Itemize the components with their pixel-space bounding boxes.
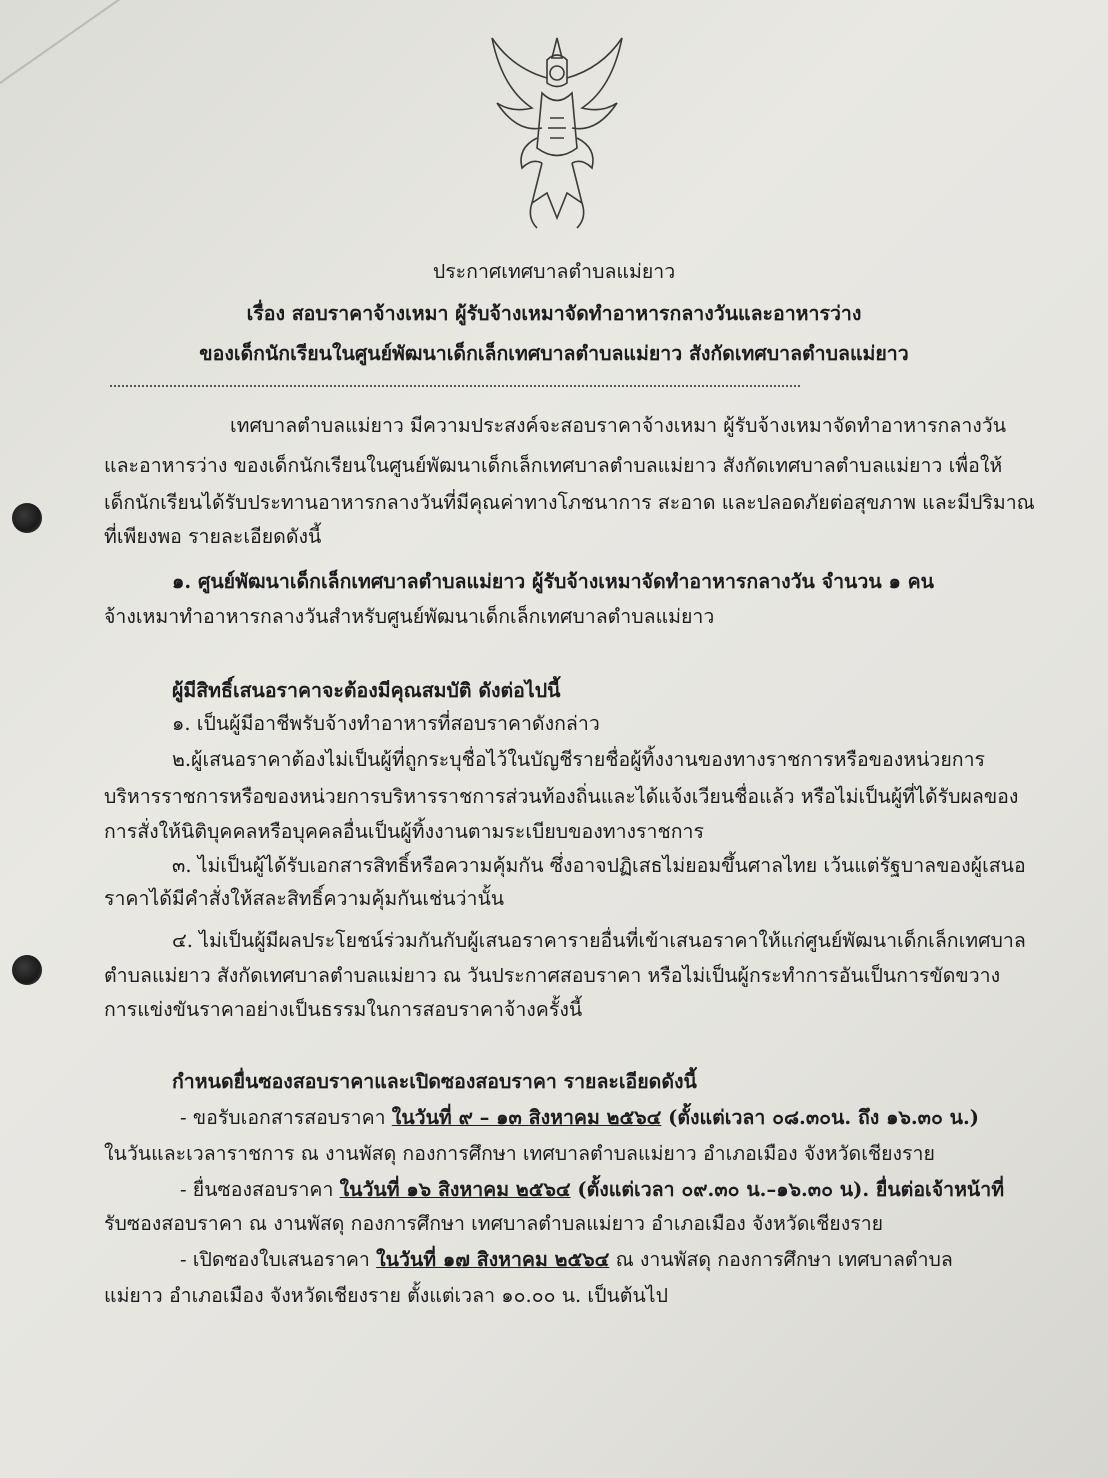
intro-line-1: เทศบาลตำบลแม่ยาว มีความประสงค์จะสอบราคาจ้างเหมา ผู้รับจ้างเหมาจัดทำอาหารกลางวัน <box>230 414 1007 437</box>
schedule-heading: กำหนดยื่นซองสอบราคาและเปิดซองสอบราคา รายละเอียดดังนี้ <box>172 1070 697 1093</box>
schedule-item-3-line-2: แม่ยาว อำเภอเมือง จังหวัดเชียงราย ตั้งแต่เวลา ๑๐.๐๐ น. เป็นต้นไป <box>104 1284 668 1307</box>
intro-line-2: และอาหารว่าง ของเด็กนักเรียนในศูนย์พัฒนาเด็กเล็กเทศบาลตำบลแม่ยาว สังกัดเทศบาลตำบลแม่ยาว เพื่อให้ <box>104 454 1003 477</box>
schedule-item-2-date: ในวันที่ ๑๖ สิงหาคม ๒๕๖๔ <box>339 1178 571 1201</box>
qualification-4-line-3: การแข่งขันราคาอย่างเป็นธรรมในการสอบราคาจ้างครั้งนี้ <box>104 998 583 1021</box>
qualification-2-line-1: ๒.ผู้เสนอราคาต้องไม่เป็นผู้ที่ถูกระบุชื่อไว้ในบัญชีรายชื่อผู้ทิ้งงานของทางราชการหรือของหน่วยการ <box>172 748 986 771</box>
punch-hole-bottom <box>12 955 42 985</box>
schedule-item-3-line-1 <box>180 1246 953 1274</box>
schedule-item-2-line-1 <box>180 1176 1004 1204</box>
schedule-item-1-line-1 <box>180 1104 979 1132</box>
schedule-item-2-line-2: รับซองสอบราคา ณ งานพัสดุ กองการศึกษา เทศบาลตำบลแม่ยาว อำเภอเมือง จังหวัดเชียงราย <box>104 1212 884 1235</box>
intro-line-4: ที่เพียงพอ รายละเอียดดังนี้ <box>104 525 322 548</box>
qualification-3-line-1: ๓. ไม่เป็นผู้ได้รับเอกสารสิทธิ์หรือความคุ้มกัน ซึ่งอาจปฏิเสธไม่ยอมขึ้นศาลไทย เว้นแต่รัฐบาลของผู้เสนอ <box>172 854 1026 877</box>
schedule-item-3-location: ณ งานพัสดุ กองการศึกษา เทศบาลตำบล <box>609 1248 953 1271</box>
subject-line-1: เรื่อง สอบราคาจ้างเหมา ผู้รับจ้างเหมาจัดทำอาหารกลางวันและอาหารว่าง <box>246 302 862 325</box>
schedule-item-1-date: ในวันที่ ๙ – ๑๓ สิงหาคม ๒๕๖๔ <box>391 1106 662 1129</box>
item-1-line-1: ๑. ศูนย์พัฒนาเด็กเล็กเทศบาลตำบลแม่ยาว ผู้รับจ้างเหมาจัดทำอาหารกลางวัน จำนวน ๑ คน <box>172 570 934 593</box>
intro-line-3: เด็กนักเรียนได้รับประทานอาหารกลางวันที่มีคุณค่าทางโภชนาการ สะอาด และปลอดภัยต่อสุขภาพ และมีปริมาณ <box>104 491 1035 514</box>
qualification-4-line-1: ๔. ไม่เป็นผู้มีผลประโยชน์ร่วมกันกับผู้เสนอราคารายอื่นที่เข้าเสนอราคาให้แก่ศูนย์พัฒนาเด็กเล็กเทศบาล <box>172 929 1026 952</box>
schedule-item-1-time: (ตั้งแต่เวลา ๐๘.๓๐น. ถึง ๑๖.๓๐ น.) <box>661 1106 979 1129</box>
dotted-divider <box>110 385 800 387</box>
announcement-title: ประกาศเทศบาลตำบลแม่ยาว <box>432 260 676 283</box>
qualification-2-line-2: บริหารราชการหรือของหน่วยการบริหารราชการส่วนท้องถิ่นและได้แจ้งเวียนชื่อแล้ว หรือไม่เป็นผู้ที่ได้รับผลของ <box>104 785 1019 808</box>
schedule-item-3-date: ในวันที่ ๑๗ สิงหาคม ๒๕๖๔ <box>376 1248 610 1271</box>
schedule-item-2-label: - ยื่นซองสอบราคา <box>180 1178 340 1201</box>
schedule-item-1-line-2: ในวันและเวลาราชการ ณ งานพัสดุ กองการศึกษา เทศบาลตำบลแม่ยาว อำเภอเมือง จังหวัดเชียงราย <box>104 1142 935 1165</box>
qualification-1: ๑. เป็นผู้มีอาชีพรับจ้างทำอาหารที่สอบราคาดังกล่าว <box>172 712 600 735</box>
paper-fold <box>0 0 142 99</box>
schedule-item-1-label: - ขอรับเอกสารสอบราคา <box>180 1106 392 1129</box>
qualifications-heading: ผู้มีสิทธิ์เสนอราคาจะต้องมีคุณสมบัติ ดังต่อไปนี้ <box>172 679 561 702</box>
schedule-item-3-label: - เปิดซองใบเสนอราคา <box>180 1248 377 1271</box>
item-1-line-2: จ้างเหมาทำอาหารกลางวันสำหรับศูนย์พัฒนาเด็กเล็กเทศบาลตำบลแม่ยาว <box>104 605 715 628</box>
qualification-3-line-2: ราคาได้มีคำสั่งให้สละสิทธิ์ความคุ้มกันเช่นว่านั้น <box>104 887 505 910</box>
garuda-emblem-icon <box>472 28 642 238</box>
punch-hole-top <box>12 503 42 533</box>
schedule-item-2-time: (ตั้งแต่เวลา ๐๙.๓๐ น.–๑๖.๓๐ น). ยื่นต่อเจ้าหน้าที่ <box>570 1178 1005 1201</box>
subject-line-2: ของเด็กนักเรียนในศูนย์พัฒนาเด็กเล็กเทศบาลตำบลแม่ยาว สังกัดเทศบาลตำบลแม่ยาว <box>199 342 909 365</box>
qualification-2-line-3: การสั่งให้นิติบุคคลหรือบุคคลอื่นเป็นผู้ทิ้งงานตามระเบียบของทางราชการ <box>104 820 704 843</box>
qualification-4-line-2: ตำบลแม่ยาว สังกัดเทศบาลตำบลแม่ยาว ณ วันประกาศสอบราคา หรือไม่เป็นผู้กระทำการอันเป็นการขัดขวาง <box>104 964 1001 987</box>
